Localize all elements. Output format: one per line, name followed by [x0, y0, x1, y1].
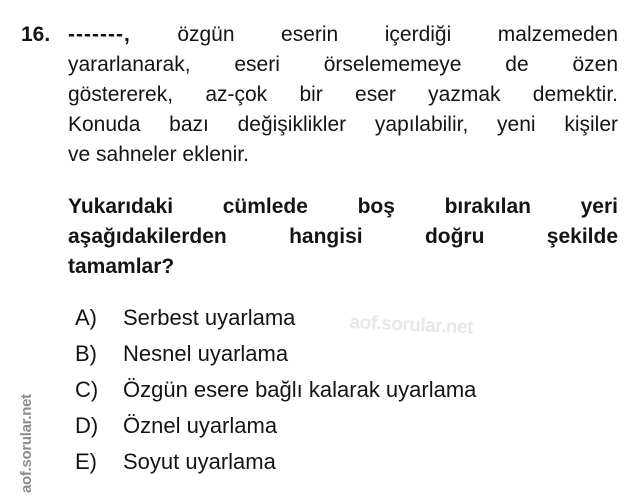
option-a — [68, 303, 618, 333]
option-b — [68, 339, 618, 369]
body-line: ve sahneler eklenir. — [68, 143, 249, 166]
prompt-line: Yukarıdaki cümlede boş bırakılan yeri — [68, 195, 618, 218]
question-body — [68, 20, 618, 170]
option-b-letter: B) — [75, 341, 97, 366]
option-e-text: Soyut uyarlama — [123, 449, 276, 474]
question-number: 16. — [21, 23, 51, 46]
question-content — [68, 20, 618, 483]
option-c — [68, 375, 618, 405]
answer-options — [68, 303, 618, 477]
body-line-text: özgün eserin içerdiği malzemeden — [177, 23, 618, 46]
body-line: Konuda bazı değişiklikler yapılabilir, yeni kişiler — [68, 113, 618, 136]
option-d — [68, 411, 618, 441]
watermark-center: aof.sorular.net — [349, 312, 474, 339]
option-c-text: Özgün esere bağlı kalarak uyarlama — [123, 377, 477, 402]
option-d-text: Öznel uyarlama — [123, 413, 278, 438]
option-e-letter: E) — [75, 449, 97, 474]
option-d-letter: D) — [75, 413, 99, 438]
watermark-left-vertical: aof.sorular.net — [18, 394, 35, 493]
prompt-line: aşağıdakilerden hangisi doğru şekilde — [68, 225, 618, 248]
blank-dashes: -------, — [68, 23, 131, 46]
prompt-line: tamamlar? — [68, 255, 175, 278]
option-c-letter: C) — [75, 377, 99, 402]
option-a-text: Serbest uyarlama — [123, 305, 296, 330]
option-e — [68, 447, 618, 477]
option-b-text: Nesnel uyarlama — [123, 341, 289, 366]
body-line: yararlanarak, eseri örselememeye de özen — [68, 53, 618, 76]
question-prompt — [68, 192, 618, 282]
option-a-letter: A) — [75, 305, 97, 330]
body-line — [68, 20, 618, 50]
body-line: göstererek, az-çok bir eser yazmak demektir. — [68, 83, 618, 106]
